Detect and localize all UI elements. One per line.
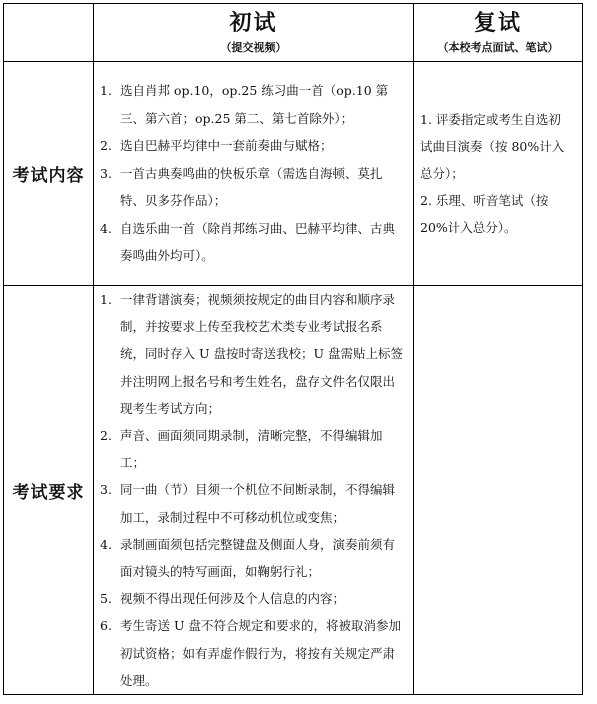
list-item: 4. 自选乐曲一首（除肖邦练习曲、巴赫平均律、古典奏鸣曲外均可）。: [100, 220, 396, 264]
list-item: 3. 一首古典奏鸣曲的快板乐章（需选自海顿、莫扎特、贝多芬作品）；: [100, 165, 383, 209]
exam-table: [3, 3, 583, 695]
header-retest: [414, 4, 583, 62]
retest-item: 2. 乐理、听音笔试（按 20%计入总分）。: [420, 193, 549, 235]
requirements-list: [94, 286, 413, 694]
header-empty-cell: [4, 4, 94, 62]
list-item: 5. 视频不得出现任何涉及个人信息的内容；: [100, 591, 346, 607]
requirements-retest-cell: [414, 286, 583, 695]
list-item: 2. 声音、画面须同期录制，清晰完整，不得编辑加工；: [100, 428, 383, 471]
header-initial-exam: [94, 4, 414, 62]
requirements-row: [4, 286, 583, 695]
list-item: 1. 一律背谱演奏；视频须按规定的曲目内容和顺序录制，并按要求上传至我校艺术类专业考试报名系统，同时存入 U 盘按时寄送我校；U 盘需贴上标签并注明网上报名号和考生姓名，盘存文件名仅限出现考生考试方向；: [100, 292, 403, 416]
content-row-label: 考试内容: [4, 62, 94, 286]
list-item: 3. 同一曲（节）目须一个机位不间断录制，不得编辑加工，录制过程中不可移动机位或变焦；: [100, 482, 396, 525]
content-list: [94, 77, 413, 270]
retest-item: 1. 评委指定或考生自选初试曲目演奏（按 80%计入总分）；: [420, 112, 565, 181]
header-row: [4, 4, 583, 62]
requirements-initial-cell: [94, 286, 414, 695]
list-item: 6. 考生寄送 U 盘不符合规定和要求的，将被取消参加初试资格；如有弄虚作假行为，将按有关规定严肃处理。: [100, 618, 401, 688]
retest-title: 复试: [473, 9, 522, 36]
list-item: 1. 选自肖邦 op.10，op.25 练习曲一首（op.10 第三、第六首；op.25 第二、第七首除外）；: [100, 83, 389, 126]
requirements-row-label: 考试要求: [4, 286, 94, 695]
content-row: [4, 62, 583, 286]
retest-subtitle: （本校考点面试、笔试）: [437, 40, 559, 54]
initial-exam-title: 初试: [229, 9, 278, 36]
content-initial-cell: [94, 62, 414, 286]
content-retest-cell: [414, 62, 583, 286]
list-item: 2. 选自巴赫平均律中一套前奏曲与赋格；: [100, 138, 333, 154]
list-item: 4. 录制画面须包括完整键盘及侧面人身，演奏前须有面对镜头的特写画面，如鞠躬行礼；: [100, 536, 396, 580]
initial-exam-subtitle: （提交视频）: [220, 40, 287, 54]
